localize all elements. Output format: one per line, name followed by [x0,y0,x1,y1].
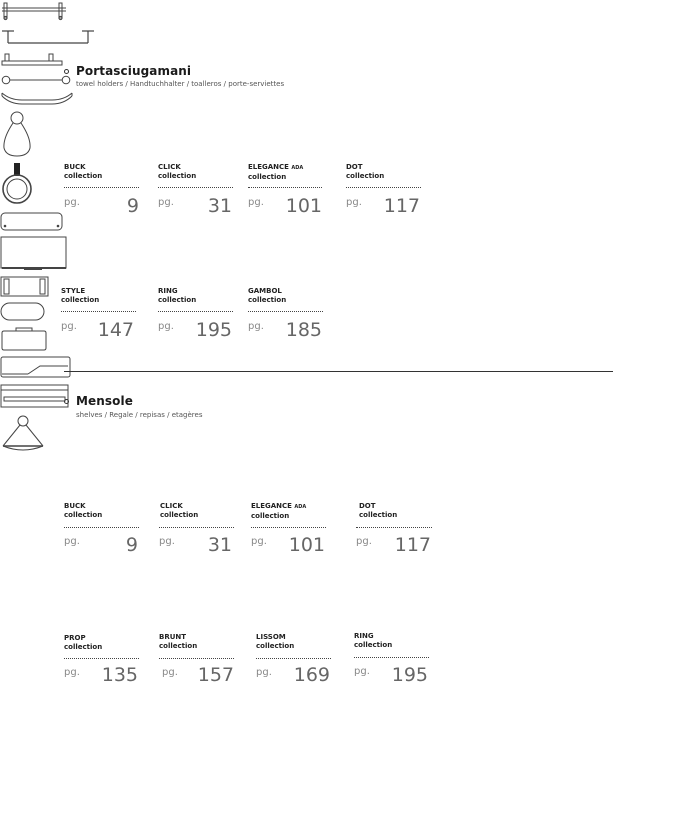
section-title-text: Mensole [76,394,133,408]
page-number: 9 [126,195,139,217]
dotted-divider [158,187,233,188]
dotted-divider [159,658,234,659]
page-label: pg. [158,321,174,332]
page-label: pg. [356,536,372,547]
item-sub: collection [64,172,103,180]
shelf-brunt-icon [0,356,72,380]
item-sub: collection [160,511,199,519]
page-label: pg. [64,667,80,678]
dotted-divider [64,527,139,528]
item-name: DOT [359,502,376,510]
item-name: GAMBOL [248,287,282,295]
page-label: pg. [158,197,174,208]
shelf-ring-icon [0,414,46,454]
section-title-text: Portasciugamani [76,64,192,78]
page-label: pg. [251,536,267,547]
page-number: 117 [383,195,420,217]
dotted-divider [346,187,421,188]
item-sub: collection [64,511,103,519]
page-number: 31 [207,195,232,217]
item-name: PROP [64,634,86,642]
dotted-divider [354,657,429,658]
page-label: pg. [248,197,264,208]
item-sub: collection [158,172,197,180]
towel-bar-click-icon [0,26,96,48]
page-label: pg. [248,321,264,332]
ada-badge: ADA [294,504,307,510]
page-label: pg. [162,667,178,678]
dotted-divider [356,527,432,528]
shelf-lissom-icon [0,384,70,410]
page-number: 31 [207,534,232,556]
dotted-divider [158,311,233,312]
item-sub: collection [359,511,398,519]
dotted-divider [256,658,331,659]
page-label: pg. [64,536,80,547]
page-number: 169 [293,664,330,686]
dotted-divider [61,311,136,312]
section-title-towel-holders [64,64,191,78]
page-number: 117 [394,534,431,556]
page-number: 101 [288,534,325,556]
item-sub: collection [248,173,287,181]
item-name: STYLE [61,287,86,295]
page-label: pg. [61,321,77,332]
item-sub: collection [251,512,290,520]
ada-badge: ADA [291,165,304,171]
item-sub: collection [248,296,287,304]
shelf-prop-icon [0,326,48,352]
item-sub: collection [64,643,103,651]
item-name: ELEGANCE [248,163,289,171]
towel-ring-gambol-icon [0,162,34,208]
dotted-divider [64,658,139,659]
page-label: pg. [159,536,175,547]
shelf-buck-icon [0,212,64,232]
page-number: 157 [197,664,234,686]
shelf-elegance-icon [0,276,50,298]
item-sub: collection [158,296,197,304]
item-name: CLICK [160,502,183,510]
shelf-click-icon [0,236,68,272]
towel-ring-icon [0,110,34,158]
section-subtitle: shelves / Regale / repisas / etagères [76,411,203,419]
dotted-divider [251,527,326,528]
item-sub: collection [346,172,385,180]
dotted-divider [64,187,139,188]
towel-bar-elegance-icon [0,53,66,67]
page-label: pg. [346,197,362,208]
item-sub: collection [159,642,198,650]
item-name: LISSOM [256,633,286,641]
item-name: BUCK [64,502,86,510]
item-sub: collection [61,296,100,304]
item-name: BUCK [64,163,86,171]
item-sub: collection [256,642,295,650]
towel-bar-buck-icon [0,0,70,22]
section-subtitle: towel holders / Handtuchhalter / toalleros / porte-serviettes [76,80,285,88]
page-label: pg. [256,667,272,678]
page-label: pg. [354,666,370,677]
item-name: ELEGANCE [251,502,292,510]
page-number: 185 [285,319,322,341]
dotted-divider [248,187,322,188]
item-name: DOT [346,163,363,171]
page-number: 195 [391,664,428,686]
page-number: 195 [195,319,232,341]
dotted-divider [159,527,234,528]
page-label: pg. [64,197,80,208]
section-divider [64,371,613,372]
item-name: RING [158,287,178,295]
page-number: 135 [101,664,138,686]
shelf-dot-icon [0,302,46,322]
dotted-divider [248,311,323,312]
item-name: RING [354,632,374,640]
item-sub: collection [354,641,393,649]
item-name: CLICK [158,163,181,171]
towel-bar-style-icon [0,90,74,106]
section-title-shelves [64,394,133,408]
page-number: 101 [285,195,322,217]
page-number: 147 [97,319,134,341]
towel-bar-dot-icon [0,74,72,86]
bullet-icon [64,69,69,74]
page-number: 9 [125,534,138,556]
item-name: BRUNT [159,633,187,641]
bullet-icon [64,399,69,404]
